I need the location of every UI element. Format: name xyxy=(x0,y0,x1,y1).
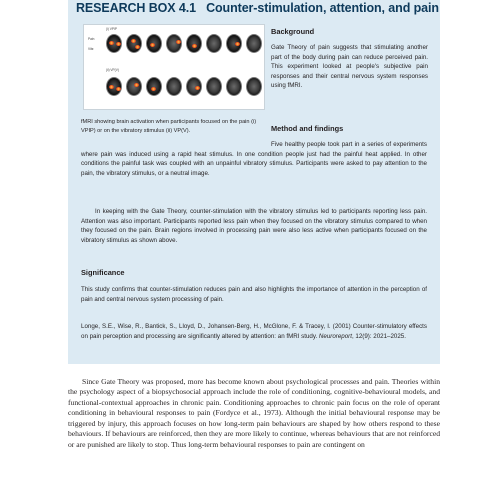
brain-slice-image xyxy=(226,77,242,96)
figure-row-label-a: Pain xyxy=(88,37,95,41)
research-box-title xyxy=(76,1,440,15)
research-box-number: RESEARCH BOX 4.1 xyxy=(76,1,196,15)
brain-slice-image xyxy=(166,77,182,96)
brain-slice-image xyxy=(146,34,162,53)
method-text-1: Five healthy people took part in a series of experiments where pain was induced using a rapid heat stimulus. In one condition people just had the painful heat applied. In other conditions the painful task was coupled with an unpainful vibratory stimulus. Participants were asked to pay attention to the pain, the vibratory stimulus, or a neutral image. xyxy=(81,141,427,177)
figure-caption: fMRI showing brain activation when participants focused on the pain (i) VPIP) or on the vibratory stimulus (ii) VP(V). xyxy=(81,119,257,135)
brain-slice-image xyxy=(206,34,222,53)
brain-slice-image xyxy=(206,77,222,96)
brain-slice-image xyxy=(186,77,202,96)
figure-label-top: (i) VPIP xyxy=(106,27,117,31)
brain-slice-image xyxy=(186,34,202,53)
brain-slice-image xyxy=(126,77,142,96)
brain-slice-image xyxy=(246,34,262,53)
reference-citation xyxy=(81,322,427,341)
reference-authors: Longe, S.E., Wise, R., Bantick, S., Lloyd, D., Johansen-Berg, H., McGlone, F. & Tracey, I. (2001) Counter-stimulatory effects on pain perception and processing are significantly altered by attention: an fMRI study. xyxy=(81,323,427,340)
body-paragraph: Since Gate Theory was proposed, more has become known about psychological processes and pain. Theories within the psychology aspect of a biopsychosocial approach include the role of conditioning, cognitive-behavioural models, and functional-contextual approaches in chronic pain. Conditioning approaches to chronic pain focus on the role of operant conditioning in behavioural responses to pain (Fordyce et al., 1973). Although the initial behavioural response may be triggered by injury, this approach focuses on how long-term pain behaviours are shaped by how others respond to these behaviours. If behaviours are reinforced, then they are more likely to continue, whereas behaviours that are not reinforced or are punished are likely to stop. Thus long-term behavioural responses to pain are contingent on xyxy=(68,377,440,449)
figure-row-label-b: Vibr. xyxy=(88,47,95,51)
research-box-heading: Counter-stimulation, attention, and pain xyxy=(206,1,439,15)
method-heading: Method and findings xyxy=(271,124,344,133)
significance-text: This study confirms that counter-stimulation reduces pain and also highlights the importance of attention in the perception of pain and central nervous system processing of pain. xyxy=(81,286,427,303)
fmri-figure xyxy=(83,24,265,110)
background-text: Gate Theory of pain suggests that stimulating another part of the body during pain can reduce perceived pain. This experiment looked at people's subjective pain responses and their central nervous system responses using fMRI. xyxy=(271,44,428,90)
brain-slice-image xyxy=(246,77,262,96)
brain-slice-image xyxy=(146,77,162,96)
method-text-2: In keeping with the Gate Theory, counter-stimulation with the vibratory stimulus led to participants reporting less pain. Attention was also important. Participants reported less pain when they focused on the vibratory stimulus compared to when they focused on the pain. Brain regions involved in processing pain were also less active when participants focused on the vibratory stimulus as shown above. xyxy=(81,208,427,244)
brain-slice-image xyxy=(126,34,142,53)
background-heading: Background xyxy=(271,27,315,36)
reference-volume-pages: , 12(9): 2021–2025. xyxy=(351,332,406,340)
brain-slice-image xyxy=(106,34,122,53)
significance-heading: Significance xyxy=(81,268,125,277)
figure-label-bottom: (ii) VP(V) xyxy=(106,68,119,72)
brain-slice-image xyxy=(106,77,122,96)
reference-journal: Neuroreport xyxy=(318,332,352,340)
brain-slice-image xyxy=(226,34,242,53)
brain-slice-image xyxy=(166,34,182,53)
